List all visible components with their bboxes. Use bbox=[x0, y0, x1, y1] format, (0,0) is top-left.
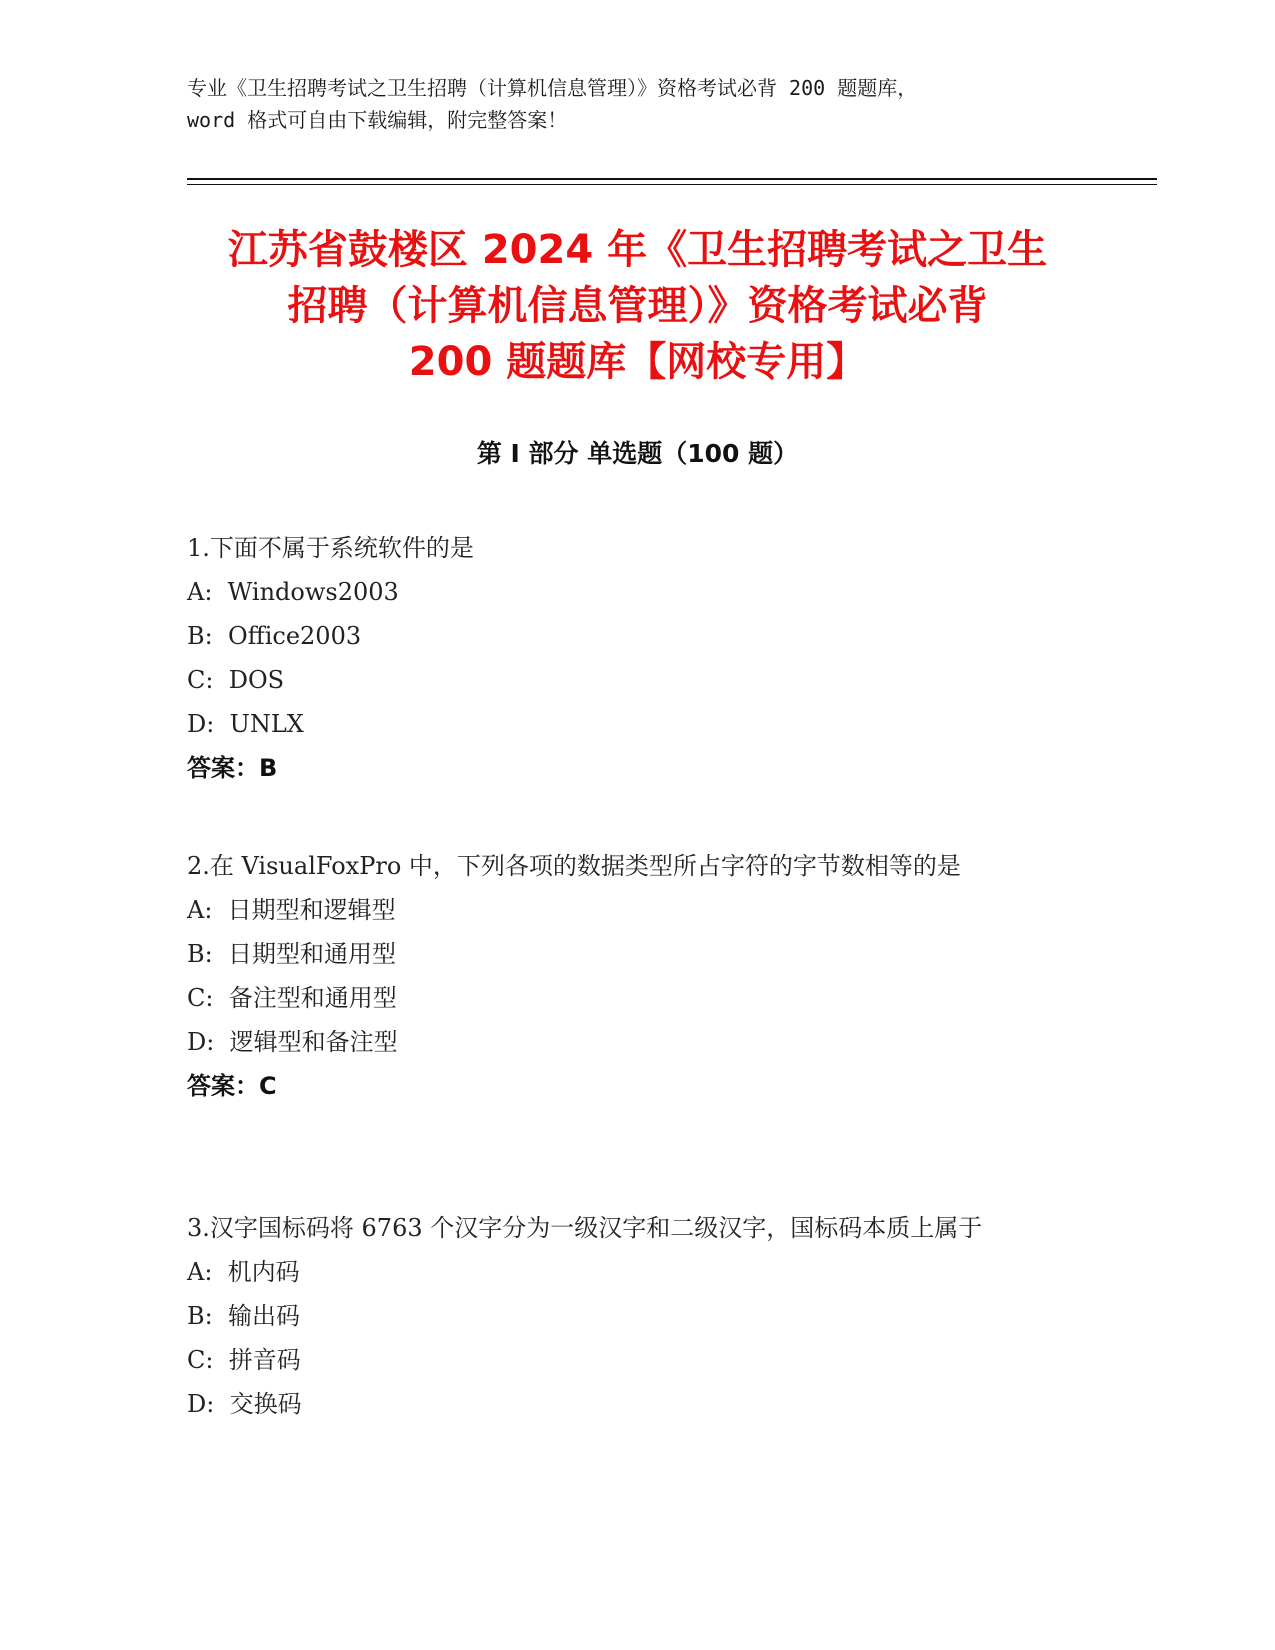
section-heading: 第 I 部分 单选题（100 题） bbox=[476, 439, 799, 468]
option-b: B: 输出码 bbox=[187, 1302, 300, 1330]
question-stem: 2.在 VisualFoxPro 中，下列各项的数据类型所占字符的字节数相等的是 bbox=[187, 852, 961, 880]
question-3 bbox=[187, 1206, 1087, 1426]
header-note-line-2: word 格式可自由下载编辑，附完整答案！ bbox=[187, 108, 568, 132]
question-stem: 3.汉字国标码将 6763 个汉字分为一级汉字和二级汉字，国标码本质上属于 bbox=[187, 1214, 983, 1242]
option-b: B: Office2003 bbox=[187, 622, 362, 650]
question-1 bbox=[187, 526, 1087, 790]
question-stem: 1.下面不属于系统软件的是 bbox=[187, 534, 474, 562]
option-d: D: UNLX bbox=[187, 710, 304, 738]
document-title-line-3: 200 题题库【网校专用】 bbox=[408, 339, 867, 385]
option-a: A: Windows2003 bbox=[187, 578, 399, 606]
document-title bbox=[150, 222, 1125, 390]
header-divider-thin bbox=[187, 184, 1157, 185]
header-divider-thick bbox=[187, 178, 1157, 180]
answer: 答案：C bbox=[187, 1072, 277, 1100]
document-title-line-2: 招聘（计算机信息管理）》资格考试必背 bbox=[287, 283, 988, 329]
option-a: A: 日期型和逻辑型 bbox=[187, 896, 396, 924]
option-c: C: 拼音码 bbox=[187, 1346, 301, 1374]
document-title-line-1: 江苏省鼓楼区 2024 年《卫生招聘考试之卫生 bbox=[227, 227, 1048, 273]
option-b: B: 日期型和通用型 bbox=[187, 940, 396, 968]
option-d: D: 交换码 bbox=[187, 1390, 302, 1418]
option-d: D: 逻辑型和备注型 bbox=[187, 1028, 398, 1056]
option-c: C: DOS bbox=[187, 666, 285, 694]
question-2 bbox=[187, 844, 1087, 1108]
option-c: C: 备注型和通用型 bbox=[187, 984, 397, 1012]
header-note-line-1: 专业《卫生招聘考试之卫生招聘（计算机信息管理）》资格考试必背 200 题题库， bbox=[187, 76, 918, 100]
header-note bbox=[187, 72, 1087, 136]
option-a: A: 机内码 bbox=[187, 1258, 300, 1286]
answer: 答案：B bbox=[187, 754, 278, 782]
